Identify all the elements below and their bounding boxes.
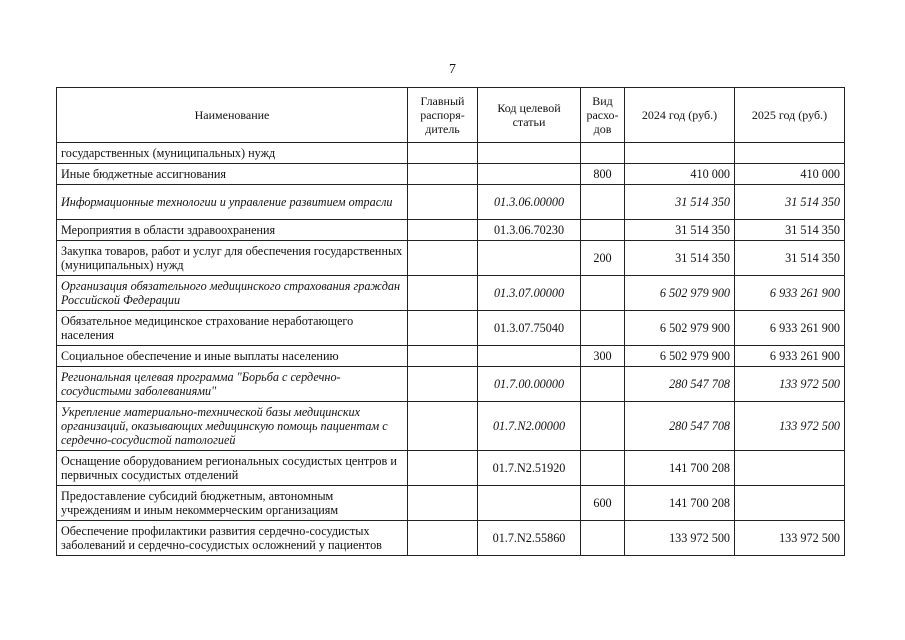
- table-row: [57, 451, 845, 486]
- row-name: Обеспечение профилактики развития сердечно-сосудистых заболеваний и сердечно-сосудистых осложнений у пациентов: [57, 521, 408, 556]
- row-amount-2025: [735, 451, 845, 486]
- table-row: [57, 276, 845, 311]
- row-amount-2025: 133 972 500: [735, 367, 845, 402]
- row-manager: [408, 185, 478, 220]
- header-manager: Главный распоря-дитель: [408, 88, 478, 143]
- row-amount-2025: 6 933 261 900: [735, 276, 845, 311]
- table-row: [57, 143, 845, 164]
- row-manager: [408, 402, 478, 451]
- row-manager: [408, 451, 478, 486]
- table-row: [57, 220, 845, 241]
- row-amount-2025: 6 933 261 900: [735, 311, 845, 346]
- table-row: [57, 521, 845, 556]
- row-manager: [408, 521, 478, 556]
- row-amount-2024: 6 502 979 900: [625, 276, 735, 311]
- row-amount-2024: 6 502 979 900: [625, 346, 735, 367]
- row-manager: [408, 164, 478, 185]
- table-row: [57, 486, 845, 521]
- row-code: [478, 486, 581, 521]
- row-name: Иные бюджетные ассигнования: [57, 164, 408, 185]
- table-row: [57, 311, 845, 346]
- row-manager: [408, 276, 478, 311]
- header-name: Наименование: [57, 88, 408, 143]
- header-year-2024: 2024 год (руб.): [625, 88, 735, 143]
- row-amount-2024: [625, 143, 735, 164]
- row-manager: [408, 346, 478, 367]
- row-expense-type: [581, 311, 625, 346]
- row-manager: [408, 311, 478, 346]
- table-row: [57, 185, 845, 220]
- table-row: [57, 241, 845, 276]
- row-amount-2024: 280 547 708: [625, 367, 735, 402]
- row-name: Закупка товаров, работ и услуг для обеспечения государственных (муниципальных) нужд: [57, 241, 408, 276]
- page-number: 7: [449, 62, 456, 77]
- row-name: Социальное обеспечение и иные выплаты населению: [57, 346, 408, 367]
- row-code: 01.7.N2.55860: [478, 521, 581, 556]
- table-header-row: [57, 88, 845, 143]
- row-amount-2025: 31 514 350: [735, 185, 845, 220]
- row-amount-2024: 141 700 208: [625, 451, 735, 486]
- row-code: [478, 241, 581, 276]
- row-code: 01.7.N2.00000: [478, 402, 581, 451]
- row-amount-2025: 133 972 500: [735, 521, 845, 556]
- row-amount-2024: 133 972 500: [625, 521, 735, 556]
- row-amount-2024: 280 547 708: [625, 402, 735, 451]
- row-amount-2024: 31 514 350: [625, 241, 735, 276]
- row-code: [478, 346, 581, 367]
- header-expense-type: Вид расхо-дов: [581, 88, 625, 143]
- row-name: Оснащение оборудованием региональных сосудистых центров и первичных сосудистых отделений: [57, 451, 408, 486]
- row-amount-2025: 6 933 261 900: [735, 346, 845, 367]
- table-row: [57, 367, 845, 402]
- row-expense-type: 300: [581, 346, 625, 367]
- row-expense-type: [581, 185, 625, 220]
- row-name: Организация обязательного медицинского страхования граждан Российской Федерации: [57, 276, 408, 311]
- row-expense-type: [581, 367, 625, 402]
- row-amount-2025: 133 972 500: [735, 402, 845, 451]
- row-expense-type: 600: [581, 486, 625, 521]
- row-code: 01.3.06.70230: [478, 220, 581, 241]
- row-code: 01.7.00.00000: [478, 367, 581, 402]
- budget-table: [56, 87, 845, 556]
- row-expense-type: 200: [581, 241, 625, 276]
- row-expense-type: [581, 451, 625, 486]
- row-amount-2025: 31 514 350: [735, 220, 845, 241]
- header-year-2025: 2025 год (руб.): [735, 88, 845, 143]
- row-code: 01.3.07.75040: [478, 311, 581, 346]
- row-amount-2025: [735, 143, 845, 164]
- row-expense-type: [581, 402, 625, 451]
- row-name: государственных (муниципальных) нужд: [57, 143, 408, 164]
- row-manager: [408, 220, 478, 241]
- row-code: 01.7.N2.51920: [478, 451, 581, 486]
- row-amount-2024: 6 502 979 900: [625, 311, 735, 346]
- row-manager: [408, 241, 478, 276]
- row-manager: [408, 143, 478, 164]
- row-name: Укрепление материально-технической базы медицинских организаций, оказывающих медицинскую помощь пациентам с сердечно-сосудистой патологией: [57, 402, 408, 451]
- row-code: [478, 143, 581, 164]
- row-code: 01.3.07.00000: [478, 276, 581, 311]
- table-row: [57, 164, 845, 185]
- row-amount-2024: 141 700 208: [625, 486, 735, 521]
- row-name: Региональная целевая программа "Борьба с сердечно-сосудистыми заболеваниями": [57, 367, 408, 402]
- row-amount-2025: [735, 486, 845, 521]
- row-amount-2024: 410 000: [625, 164, 735, 185]
- row-manager: [408, 367, 478, 402]
- row-amount-2024: 31 514 350: [625, 220, 735, 241]
- row-name: Предоставление субсидий бюджетным, автономным учреждениям и иным некоммерческим организациям: [57, 486, 408, 521]
- row-amount-2024: 31 514 350: [625, 185, 735, 220]
- row-name: Мероприятия в области здравоохранения: [57, 220, 408, 241]
- row-amount-2025: 410 000: [735, 164, 845, 185]
- table-row: [57, 402, 845, 451]
- table-row: [57, 346, 845, 367]
- header-target-code: Код целевой статьи: [478, 88, 581, 143]
- row-expense-type: [581, 521, 625, 556]
- row-code: 01.3.06.00000: [478, 185, 581, 220]
- row-code: [478, 164, 581, 185]
- row-name: Обязательное медицинское страхование неработающего населения: [57, 311, 408, 346]
- row-manager: [408, 486, 478, 521]
- row-name: Информационные технологии и управление развитием отрасли: [57, 185, 408, 220]
- row-expense-type: [581, 143, 625, 164]
- row-expense-type: 800: [581, 164, 625, 185]
- row-expense-type: [581, 220, 625, 241]
- row-expense-type: [581, 276, 625, 311]
- row-amount-2025: 31 514 350: [735, 241, 845, 276]
